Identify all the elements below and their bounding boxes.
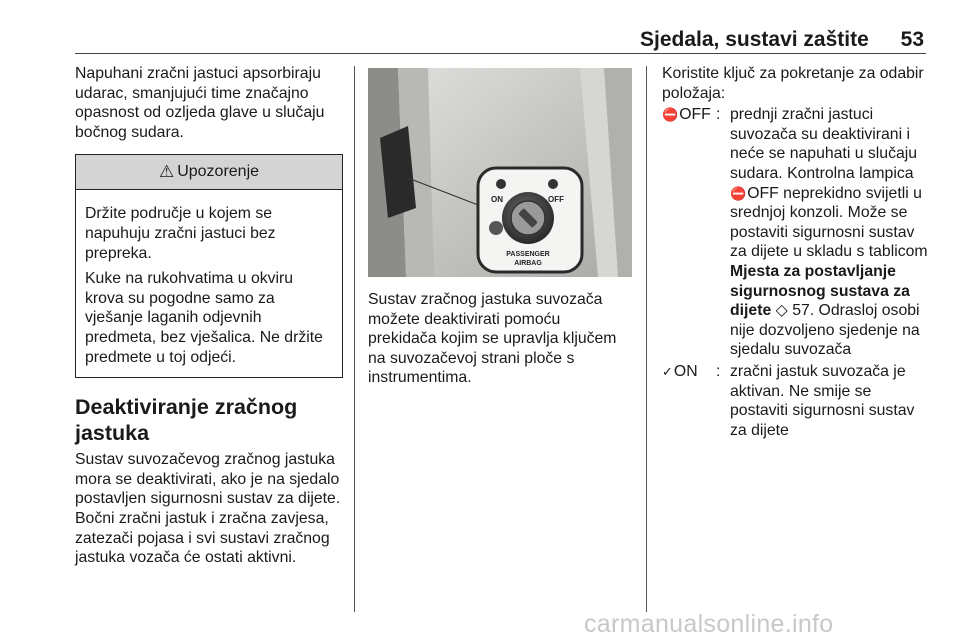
column-middle: [368, 68, 632, 388]
options-intro: Koristite ključ za pokretanje za odabir položaja:: [662, 65, 924, 102]
switch-label-airbag: AIRBAG: [514, 260, 542, 267]
option-on-description: zračni jastuk suvozača je aktivan. Ne smije se postaviti sigurnosni sustav za dijete: [730, 362, 915, 439]
option-off-text-2: neprekidno svijetli u srednjoj konzoli. Može se postaviti sigurnosni sustav za dijete u skladu s tablicom: [730, 184, 928, 261]
option-on-colon: :: [716, 362, 721, 380]
section-body: Sustav suvozačevog zračnog jastuka mora se deaktivirati, ako je na sjedalo postavljen sigurnosni sustav za dijete. Bočni zračni jastuk i zračna zavjesa, zatezači pojasa i svi sustavi zračnog jastuka vozača će ostati aktivni.: [75, 451, 341, 567]
page-header-title: Sjedala, sustavi zaštite: [640, 28, 869, 51]
header-rule: [75, 53, 926, 54]
option-off-key: [662, 105, 716, 360]
switch-label-on: ON: [491, 195, 503, 204]
option-on-label: ON: [673, 362, 698, 380]
switch-label-passenger: PASSENGER: [506, 251, 550, 258]
warning-icon: ⚠: [158, 162, 175, 182]
option-off-colon: :: [716, 106, 721, 124]
option-on-key: [662, 362, 716, 440]
column-divider-right: [646, 66, 647, 612]
page-number: 53: [900, 28, 924, 51]
option-off-description: [730, 105, 930, 360]
warning-body: [76, 190, 342, 377]
watermark: carmanualsonline.info: [584, 610, 834, 638]
warning-title: Upozorenje: [177, 163, 260, 181]
intro-paragraph: Napuhani zračni jastuci apsorbiraju udarac, smanjujući time značajno opasnost od ozljeda glave u slučaju bočnog sudara.: [75, 65, 325, 141]
option-off-lamp-label: OFF: [747, 184, 779, 202]
option-off-text-1: prednji zračni jastuci suvozača su deaktivirani i neće se napuhati u slučaju sudara. Kontrolna lampica: [730, 106, 918, 182]
option-off-text-3: . Odrasloj osobi nije dozvoljeno sjedenje na sjedalu suvozača: [730, 302, 920, 359]
option-on: [662, 362, 930, 440]
warning-paragraph-1: Držite područje u kojem se napuhuju zračni jastuci bez prepreka.: [85, 205, 276, 262]
airbag-on-icon: ✓: [662, 363, 673, 379]
airbag-off-icon: ⛔: [662, 107, 679, 123]
airbag-off-lamp-icon: ⛔: [730, 185, 747, 201]
warning-box: [75, 154, 343, 378]
column-left: [75, 64, 343, 568]
column-right: [662, 64, 930, 440]
column-divider-left: [354, 66, 355, 612]
option-off-label: OFF: [679, 106, 711, 124]
page-reference[interactable]: 57: [792, 302, 810, 320]
warning-paragraph-2: Kuke na rukohvatima u okviru krova su pogodne samo za vješanje laganih odjevnih predmeta, bez vješalica. Ne držite predmete u toj odjeći.: [85, 270, 323, 366]
table-reference-link[interactable]: Mjesta za postavljanje sigurnosnog sustava za dijete: [730, 262, 910, 320]
warning-header: [76, 155, 342, 190]
photo-caption: Sustav zračnog jastuka suvozača možete deaktivirati pomoću prekidača kojim se upravlja ključem na suvozačevoj strani ploče s instrumentima.: [368, 291, 617, 387]
section-heading: Deaktiviranje zračnog jastuka: [75, 395, 298, 446]
airbag-switch-illustration: [368, 68, 632, 277]
switch-label-off: OFF: [548, 195, 564, 204]
airbag-switch-photo: [368, 68, 632, 277]
page-reference-icon: ◇: [775, 302, 788, 320]
option-off: [662, 105, 930, 360]
